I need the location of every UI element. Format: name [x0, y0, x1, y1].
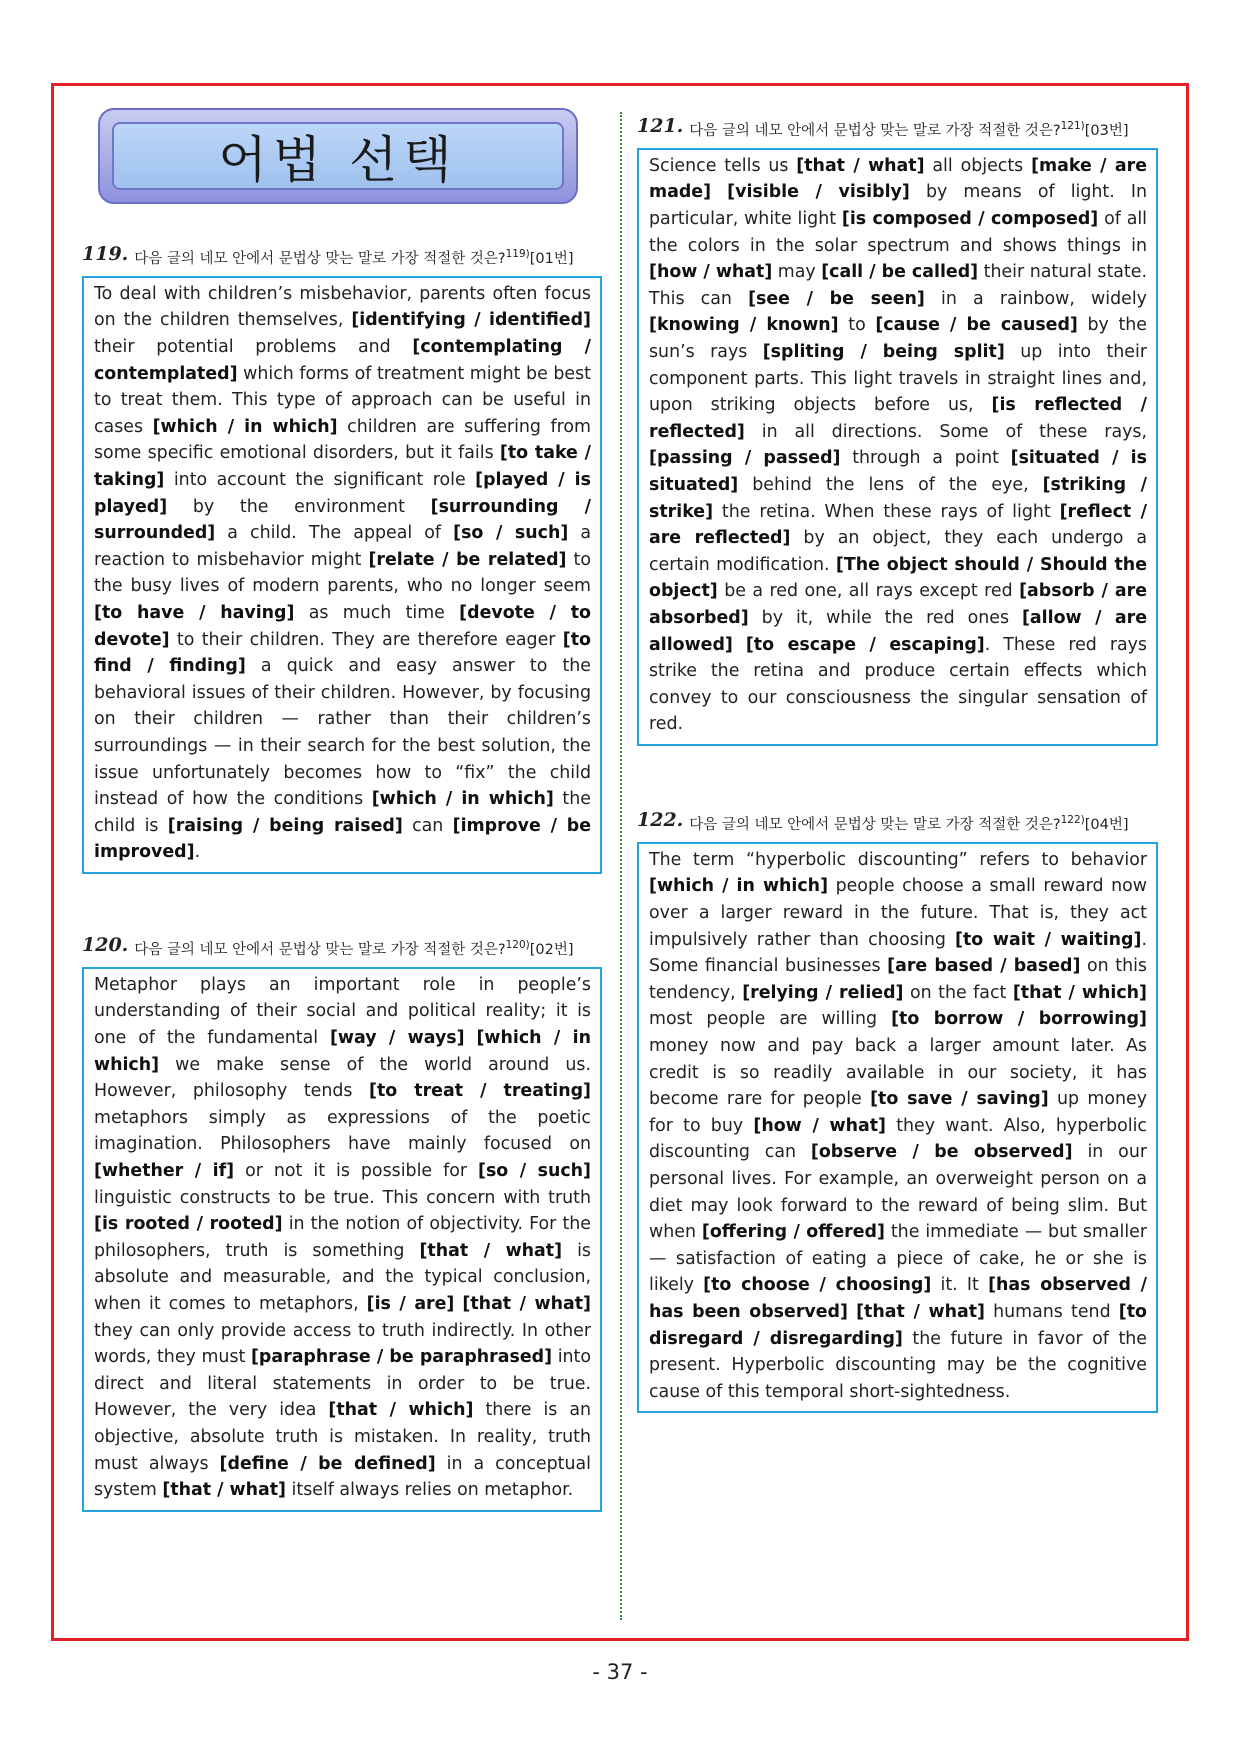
passage-text: may — [772, 262, 822, 283]
column-divider — [620, 112, 622, 1620]
passage-text: by the environment — [167, 496, 431, 517]
grammar-choice: [whether / if] — [94, 1160, 235, 1181]
grammar-choice: [is / are] — [366, 1293, 455, 1314]
passage-text: most people are willing — [649, 1009, 892, 1030]
grammar-choice: [to disregard / disregarding] — [649, 1301, 1147, 1349]
passage-text: up into their component parts. This light travels in straight lines and, upon striking objects before us, — [649, 341, 1147, 416]
grammar-choice: [that / what] — [162, 1480, 287, 1501]
grammar-choice: [allow / are allowed] — [649, 607, 1148, 655]
passage-text: by the sun’s rays — [649, 315, 1147, 362]
passage-text: money now and pay back a larger amount later. As credit is so readily available in our society, it has become rare for people — [649, 1035, 1147, 1110]
grammar-choice: [cause / be caused] — [875, 315, 1078, 336]
grammar-choice: [which / in which] — [649, 876, 829, 897]
grammar-choice: [to save / saving] — [870, 1089, 1049, 1110]
question-source: [02번] — [529, 941, 574, 958]
grammar-choice: [to wait / waiting] — [955, 929, 1142, 950]
footnote-marker: 120) — [505, 939, 530, 951]
passage-text: a child. The appeal of — [215, 523, 454, 544]
passage-text: children are suffering from some specific emotional disorders, but it fails — [94, 416, 591, 464]
passage-text: they can only provide access to truth indirectly. In other words, they must — [94, 1320, 591, 1368]
passage-text: all objects — [924, 155, 1032, 176]
passage-text: To deal with children’s misbehavior, parents often focus on the children themselves, — [94, 283, 591, 331]
passage-text: through a point — [840, 448, 1011, 469]
passage-text: the future in favor of the present. Hyperbolic discounting may be the cognitive cause of this temporal short-sightedness. — [649, 1328, 1147, 1402]
passage-text: they want. Also, hyperbolic discounting can — [649, 1115, 1147, 1163]
footnote-marker: 119) — [505, 248, 530, 260]
question-prompt: 다음 글의 네모 안에서 문법상 맞는 말로 가장 적절한 것은?$^{121)}$[03번] — [689, 120, 1129, 139]
passage-text: linguistic constructs to be true. This concern with truth — [94, 1187, 591, 1208]
grammar-choice: [offering / offered] — [701, 1222, 885, 1243]
passage-text: humans tend — [984, 1301, 1119, 1322]
passage-text: or not it is possible for — [234, 1160, 478, 1181]
question-prompt: 다음 글의 네모 안에서 문법상 맞는 말로 가장 적절한 것은?$^{119)}$[01번] — [134, 248, 574, 267]
grammar-choice: [observe / be observed] — [810, 1142, 1073, 1163]
grammar-choice: [relying / relied] — [742, 982, 904, 1003]
grammar-choice: [paraphrase / be paraphrased] — [250, 1347, 553, 1368]
grammar-choice: [passing / passed] — [649, 448, 841, 469]
passage-text: by means of light. In particular, white light — [649, 182, 1148, 230]
passage-text: is absolute and measurable, and the typical conclusion, when it comes to metaphors, — [94, 1240, 591, 1314]
passage-text — [848, 1302, 856, 1322]
grammar-choice: [that / what] — [796, 155, 925, 176]
passage-box — [82, 967, 602, 1512]
grammar-choice: [to choose / choosing] — [703, 1275, 932, 1296]
passage-text: can — [402, 815, 453, 836]
passage-text: . These red rays strike the retina and produce certain effects which convey to our consciousness the singular sensation of red. — [649, 634, 1147, 735]
section-title: 어법 선택 — [218, 131, 458, 189]
grammar-choice: [that / which] — [1012, 982, 1147, 1003]
passage-text: Metaphor plays an important role in people’s understanding of their social and political reality; it is one of the fundamental — [94, 974, 591, 1049]
grammar-choice: [call / be called] — [821, 262, 979, 283]
question-number: 119. — [82, 243, 129, 265]
passage-text: their potential problems and — [94, 337, 413, 358]
passage-text: in the notion of objectivity. For the philosophers, truth is something — [94, 1214, 591, 1261]
passage-text: metaphors simply as expressions of the poetic imagination. Philosophers have mainly focused on — [94, 1107, 591, 1155]
passage-text: itself always relies on metaphor. — [286, 1480, 574, 1501]
grammar-choice: [reflect / are reflected] — [649, 501, 1147, 549]
grammar-choice: [that / what] — [419, 1240, 563, 1261]
passage-text: it. It — [931, 1275, 989, 1296]
grammar-choice: [has observed / has been observed] — [649, 1275, 1148, 1322]
footnote-marker: 121) — [1060, 120, 1085, 132]
passage-text: as much time — [294, 602, 460, 623]
grammar-choice: [knowing / known] — [649, 315, 839, 336]
passage-text: by an object, they each undergo a certain modification. — [649, 528, 1148, 575]
grammar-choice: [striking / strike] — [649, 474, 1147, 522]
section-title-inner — [112, 122, 564, 190]
grammar-choice: [improve / be improved] — [94, 815, 591, 863]
passage-text — [733, 635, 746, 655]
grammar-choice: [to take / taking] — [94, 443, 591, 490]
grammar-choice: [is rooted / rooted] — [94, 1214, 283, 1235]
grammar-choice: [raising / being raised] — [167, 815, 403, 836]
question-source: [03번] — [1084, 122, 1129, 139]
question-source: [04번] — [1084, 816, 1129, 833]
question-120 — [82, 935, 602, 1512]
grammar-choice: [define / be defined] — [219, 1453, 436, 1474]
grammar-choice: [The object should / Should the object] — [649, 554, 1147, 602]
passage-text: behind the lens of the eye, — [738, 474, 1043, 495]
grammar-choice: [visible / visibly] — [727, 182, 910, 203]
passage-text: to their children. They are therefore eager — [169, 629, 563, 650]
grammar-choice: [absorb / are absorbed] — [649, 581, 1147, 628]
passage-text: people choose a small reward now over a larger reward in the future. That is, they act impulsively rather than choosing — [649, 876, 1147, 950]
question-header — [637, 116, 1158, 142]
grammar-choice: [is composed / composed] — [841, 209, 1099, 230]
question-119 — [82, 244, 602, 874]
passage-text: there is an objective, absolute truth is mistaken. In reality, truth must always — [94, 1400, 591, 1474]
grammar-choice: [so / such] — [478, 1160, 592, 1181]
grammar-choice: [how / what] — [753, 1115, 886, 1136]
grammar-choice: [identifying / identified] — [351, 310, 591, 331]
passage-text — [465, 1028, 477, 1048]
grammar-choice: [how / what] — [649, 262, 773, 283]
grammar-choice: [make / are made] — [649, 155, 1147, 203]
question-number: 121. — [637, 115, 684, 137]
grammar-choice: [that / what] — [856, 1301, 985, 1322]
passage-text: . — [194, 842, 201, 863]
grammar-choice: [to have / having] — [94, 602, 295, 623]
question-header — [637, 810, 1158, 836]
grammar-choice: [contemplating / contemplated] — [94, 337, 592, 384]
passage-text: a reaction to misbehavior might — [94, 523, 592, 570]
grammar-choice: [spliting / being split] — [762, 341, 1005, 362]
passage-text: which forms of treatment might be best to treat them. This type of approach can be useful in cases — [94, 363, 591, 437]
section-title-banner — [98, 108, 578, 204]
passage-text: by it, while the red ones — [748, 607, 1022, 628]
question-number: 122. — [637, 809, 684, 831]
passage-text: into account the significant role — [164, 469, 476, 490]
passage-text: of all the colors in the solar spectrum and shows things in — [649, 209, 1148, 256]
passage-text: their natural state. This can — [649, 262, 1147, 309]
footnote-marker: 122) — [1060, 814, 1085, 826]
passage-text: to — [838, 315, 876, 336]
passage-text: up money for to buy — [649, 1089, 1147, 1136]
grammar-choice: [surrounding / surrounded] — [94, 496, 591, 544]
grammar-choice: [are based / based] — [887, 956, 1081, 977]
grammar-choice: [way / ways] — [329, 1028, 465, 1049]
passage-text: in a rainbow, widely — [924, 288, 1147, 309]
passage-text: on the fact — [903, 982, 1013, 1003]
grammar-choice: [devote / to devote] — [94, 602, 591, 650]
grammar-choice: [which / in which] — [94, 1028, 592, 1075]
passage-text: The term “hyperbolic discounting” refers to behavior — [649, 849, 1147, 870]
question-source: [01번] — [529, 250, 574, 267]
grammar-choice: [to escape / escaping] — [745, 634, 985, 655]
grammar-choice: [to find / finding] — [94, 629, 591, 677]
passage-text: to the busy lives of modern parents, who no longer seem — [94, 549, 591, 597]
grammar-choice: [situated / is situated] — [649, 448, 1147, 495]
grammar-choice: [that / which] — [328, 1400, 474, 1421]
question-number: 120. — [82, 934, 129, 956]
page-number: - 37 - — [592, 1660, 648, 1684]
passage-text: the immediate — but smaller — satisfaction of eating a piece of cake, he or she is likely — [649, 1222, 1148, 1296]
passage-text: in our personal lives. For example, an overweight person on a diet may look forward to the reward of being slim. But when — [649, 1142, 1147, 1243]
passage-text: into direct and literal statements in order to be true. However, the very idea — [94, 1347, 592, 1421]
passage-text: in all directions. Some of these rays, — [744, 421, 1147, 442]
passage-text: on this tendency, — [649, 956, 1147, 1003]
question-header — [82, 935, 602, 961]
grammar-choice: [to treat / treating] — [369, 1081, 591, 1102]
passage-text: the child is — [94, 789, 591, 836]
grammar-choice: [to borrow / borrowing] — [891, 1009, 1147, 1030]
passage-box — [82, 276, 602, 874]
passage-text — [711, 182, 727, 202]
grammar-choice: [see / be seen] — [748, 288, 925, 309]
question-122 — [637, 810, 1158, 1413]
passage-box — [637, 842, 1158, 1413]
question-prompt: 다음 글의 네모 안에서 문법상 맞는 말로 가장 적절한 것은?$^{120)}$[02번] — [134, 939, 574, 958]
passage-text: we make sense of the world around us. However, philosophy tends — [94, 1054, 591, 1102]
grammar-choice: [relate / be related] — [368, 549, 567, 570]
question-header — [82, 244, 602, 270]
grammar-choice: [which / in which] — [152, 416, 338, 437]
grammar-choice: [played / is played] — [94, 469, 591, 517]
grammar-choice: [that / what] — [462, 1293, 591, 1314]
passage-text: a quick and easy answer to the behavioral issues of their children. However, by focusing on their children — rather than their children’s surroundings — in their search for the best solution, the issue unfortunately becomes how to “fix” the child instead of how the conditions — [94, 656, 591, 810]
question-121 — [637, 116, 1158, 746]
passage-text: . Some financial businesses — [649, 929, 1147, 977]
passage-text: the retina. When these rays of light — [713, 501, 1060, 522]
passage-box — [637, 148, 1158, 746]
passage-text: Science tells us — [649, 155, 797, 176]
grammar-choice: [which / in which] — [371, 789, 554, 810]
grammar-choice: [is reflected / reflected] — [649, 395, 1147, 442]
grammar-choice: [so / such] — [453, 523, 569, 544]
passage-text: in a conceptual system — [94, 1453, 591, 1501]
passage-text: be a red one, all rays except red — [717, 581, 1020, 602]
question-prompt: 다음 글의 네모 안에서 문법상 맞는 말로 가장 적절한 것은?$^{122)}$[04번] — [689, 814, 1129, 833]
